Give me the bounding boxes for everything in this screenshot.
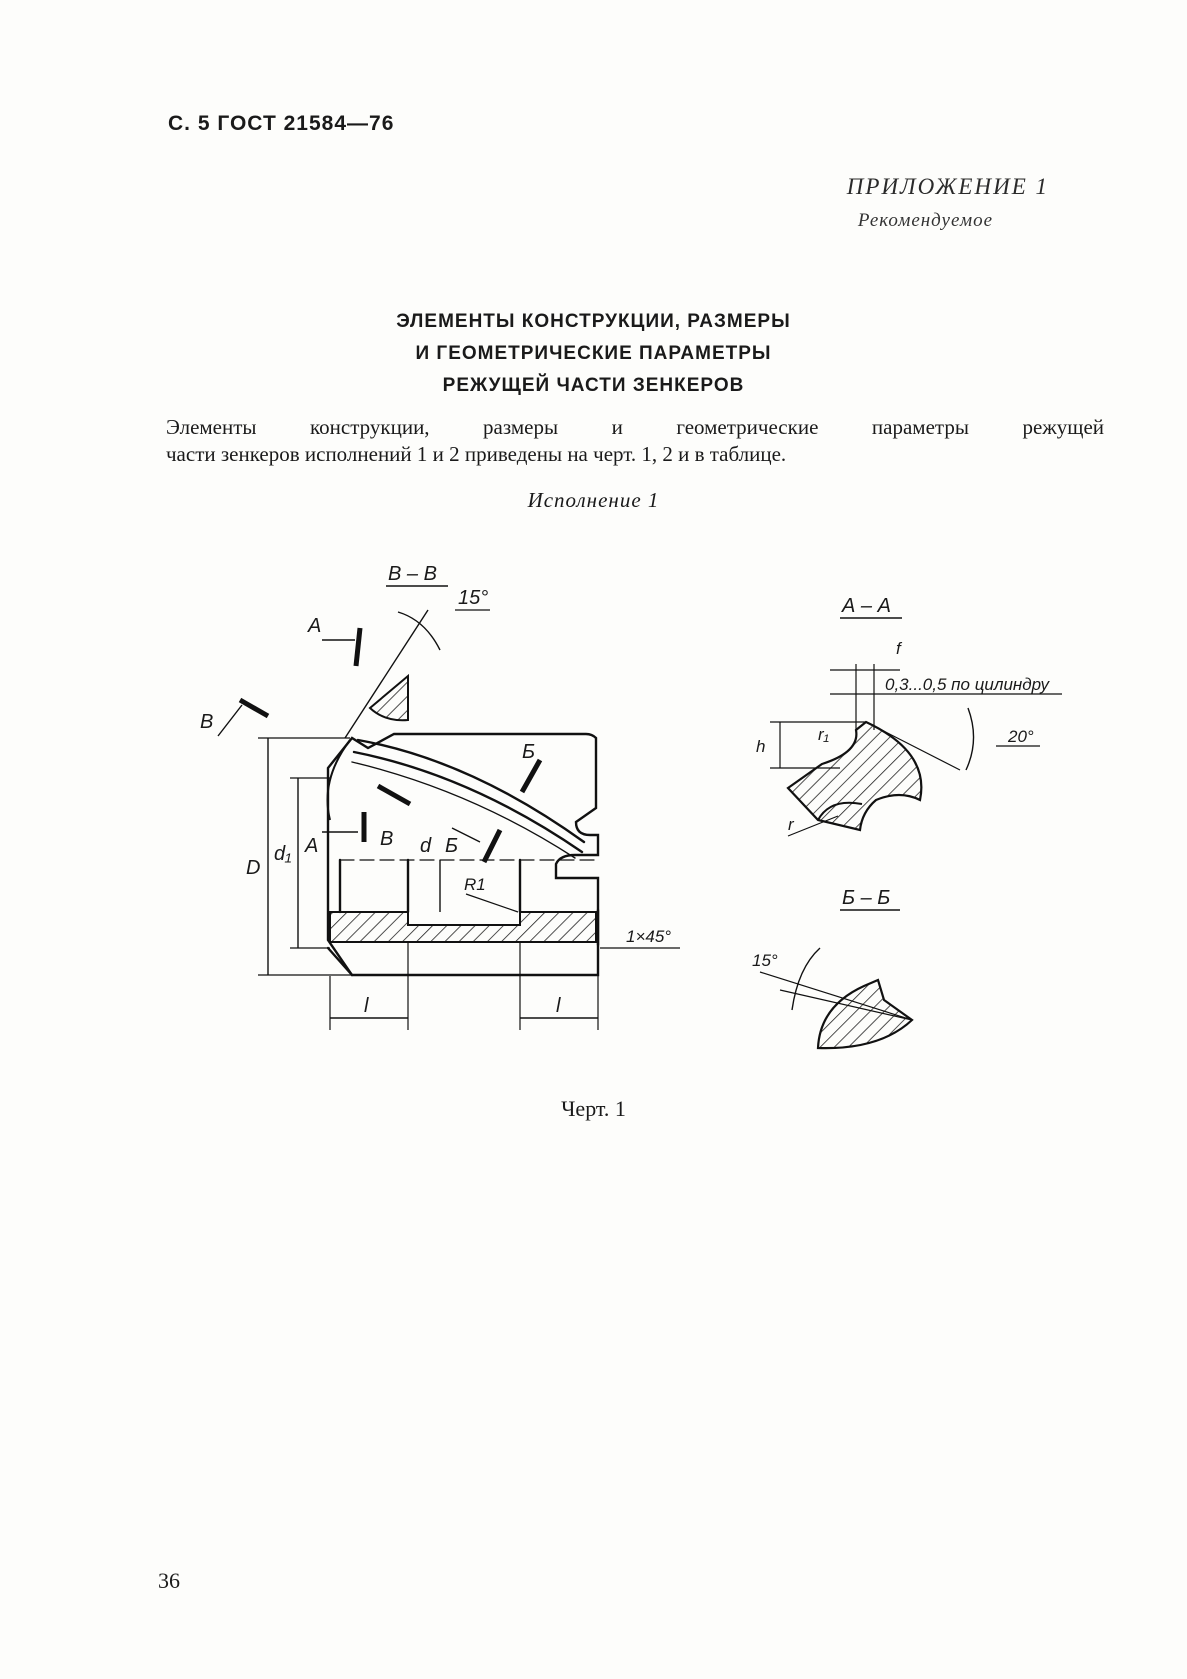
label-section-bb: Б – Б bbox=[842, 887, 891, 909]
label-mark-a-mid: А bbox=[305, 835, 319, 857]
front-relief-arc bbox=[328, 740, 351, 820]
intro-line-2: части зенкеров исполнений 1 и 2 приведены на черт. 1, 2 и в таблице. bbox=[166, 442, 787, 466]
section-title bbox=[0, 306, 1187, 402]
angle-15-arc bbox=[398, 612, 440, 650]
page-number: 36 bbox=[158, 1568, 180, 1593]
title-line-3: РЕЖУЩЕЙ ЧАСТИ ЗЕНКЕРОВ bbox=[442, 375, 745, 396]
section-aa bbox=[756, 595, 1062, 836]
label-chamfer: 1×45° bbox=[626, 927, 672, 946]
label-section-vv: В – В bbox=[388, 563, 437, 585]
label-section-aa: А – А bbox=[842, 595, 891, 617]
document-header: С. 5 ГОСТ 21584—76 bbox=[168, 112, 395, 135]
label-mark-v-mid: В bbox=[380, 828, 394, 850]
label-dim-D: D bbox=[246, 857, 261, 879]
mark-v-mid-bar bbox=[378, 786, 410, 804]
intro-line-1: Элементы конструкции, размеры и геометрические параметры режущей bbox=[166, 415, 1104, 439]
label-mark-v-left: В bbox=[200, 711, 214, 733]
hatched-bore-section bbox=[330, 912, 596, 942]
section-vv-hatch bbox=[370, 676, 408, 720]
dim-r-leader bbox=[788, 816, 838, 836]
label-angle-15-bb: 15° bbox=[752, 951, 778, 970]
appendix-block bbox=[847, 174, 1049, 232]
title-line-2: И ГЕОМЕТРИЧЕСКИЕ ПАРАМЕТРЫ bbox=[415, 343, 772, 364]
appendix-status: Рекомендуемое bbox=[857, 210, 993, 231]
label-cyl: 0,3...0,5 по цилиндру bbox=[885, 675, 1050, 694]
dim-R1-leader bbox=[466, 894, 518, 912]
figure-caption: Черт. 1 bbox=[561, 1096, 626, 1121]
title-line-1: ЭЛЕМЕНТЫ КОНСТРУКЦИИ, РАЗМЕРЫ bbox=[396, 311, 791, 332]
mark-v-left-bar bbox=[240, 700, 268, 716]
label-dim-d: d bbox=[420, 835, 432, 857]
section-bb-profile bbox=[818, 980, 912, 1048]
label-angle-20: 20° bbox=[1008, 727, 1034, 746]
mark-b-top-bar bbox=[522, 760, 540, 792]
label-mark-a-top: А bbox=[308, 615, 322, 637]
label-r1: r₁ bbox=[818, 725, 830, 744]
intro-paragraph bbox=[166, 414, 1104, 468]
label-r: r bbox=[788, 815, 794, 834]
label-dim-l-left: l bbox=[364, 995, 369, 1017]
label-f: f bbox=[896, 639, 901, 658]
variant-heading: Исполнение 1 bbox=[527, 488, 660, 512]
angle-15-bb-arc bbox=[792, 948, 820, 1010]
section-aa-profile bbox=[788, 722, 921, 830]
mark-v-left-arrow bbox=[218, 705, 242, 736]
label-dim-l-right: l bbox=[556, 995, 561, 1017]
mark-a-top-bar bbox=[356, 628, 360, 666]
technical-drawing bbox=[0, 540, 1187, 1060]
label-dim-R1: R1 bbox=[464, 875, 486, 894]
label-dim-d1: d₁ bbox=[274, 843, 292, 865]
section-bb bbox=[752, 887, 912, 1048]
label-mark-b-top: Б bbox=[522, 741, 536, 763]
label-h: h bbox=[756, 737, 766, 756]
mark-b-mid-bar bbox=[484, 830, 500, 862]
label-mark-b-mid: Б bbox=[445, 835, 459, 857]
appendix-label: ПРИЛОЖЕНИЕ 1 bbox=[846, 174, 1049, 199]
label-angle-15-main: 15° bbox=[458, 587, 489, 609]
dim-20-arc bbox=[966, 708, 974, 770]
